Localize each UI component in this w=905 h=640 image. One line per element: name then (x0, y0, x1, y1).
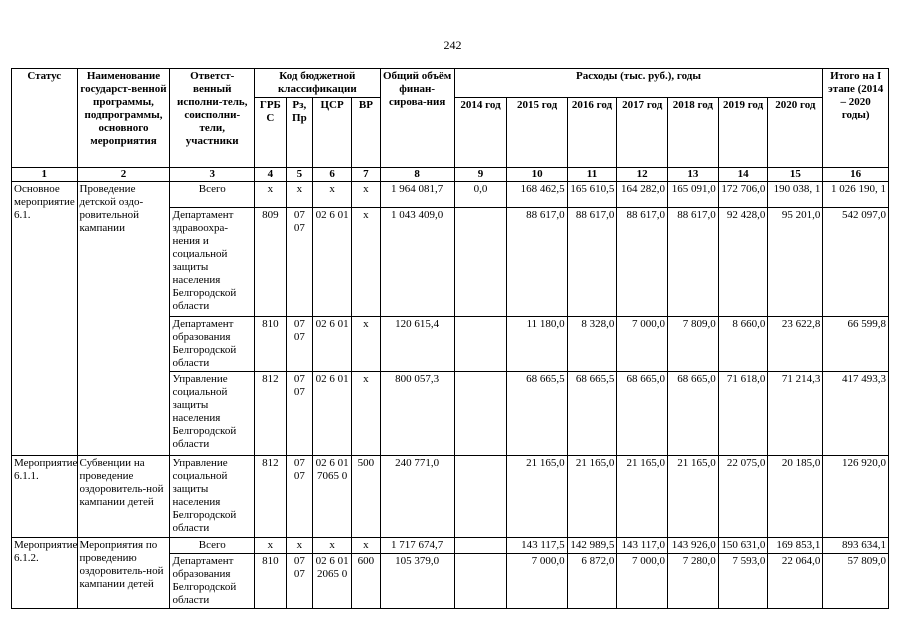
year-2015-cell: 11 180,0 (507, 316, 567, 371)
year-2015-cell: 88 617,0 (507, 207, 567, 316)
program-cell: Мероприятия по проведению оздоровитель-ной кампании детей (77, 537, 170, 608)
csr-cell: 02 6 01 (313, 316, 352, 371)
grbs-cell: 812 (254, 455, 286, 537)
table-row (12, 181, 889, 207)
year-2017-cell: 7 000,0 (617, 316, 668, 371)
year-2020-cell: 20 185,0 (768, 455, 823, 537)
status-cell: Мероприятие 6.1.1. (12, 455, 78, 537)
stage-total-cell: 542 097,0 (823, 207, 889, 316)
executor-cell: Всего (170, 181, 255, 207)
year-2017-cell: 7 000,0 (617, 553, 668, 608)
stage-total-cell: 417 493,3 (823, 371, 889, 455)
stage-total-cell: 1 026 190, 1 (823, 181, 889, 207)
year-2014-cell (454, 207, 507, 316)
year-2019-cell: 7 593,0 (718, 553, 768, 608)
column-number: 6 (313, 167, 352, 181)
vr-cell: х (352, 371, 381, 455)
year-2020-cell: 190 038, 1 (768, 181, 823, 207)
grbs-cell: х (254, 537, 286, 553)
column-number: 3 (170, 167, 255, 181)
header-status: Статус (12, 69, 78, 168)
header-year-2015: 2015 год (507, 97, 567, 167)
year-2018-cell: 143 926,0 (668, 537, 719, 553)
year-2015-cell: 168 462,5 (507, 181, 567, 207)
year-2017-cell: 164 282,0 (617, 181, 668, 207)
table-row (12, 537, 889, 553)
column-number: 9 (454, 167, 507, 181)
header-vr: ВР (352, 97, 381, 167)
total-cell: 120 615,4 (380, 316, 454, 371)
year-2017-cell: 143 117,0 (617, 537, 668, 553)
header-year-2020: 2020 год (768, 97, 823, 167)
year-2014-cell: 0,0 (454, 181, 507, 207)
year-2014-cell (454, 316, 507, 371)
year-2014-cell (454, 537, 507, 553)
year-2020-cell: 95 201,0 (768, 207, 823, 316)
year-2015-cell: 21 165,0 (507, 455, 567, 537)
rzpr-cell: 07 07 (286, 553, 312, 608)
stage-total-cell: 66 599,8 (823, 316, 889, 371)
stage-total-cell: 126 920,0 (823, 455, 889, 537)
column-number: 5 (286, 167, 312, 181)
year-2014-cell (454, 553, 507, 608)
year-2020-cell: 71 214,3 (768, 371, 823, 455)
total-cell: 240 771,0 (380, 455, 454, 537)
year-2015-cell: 143 117,5 (507, 537, 567, 553)
vr-cell: х (352, 316, 381, 371)
budget-table (11, 68, 889, 609)
year-2019-cell: 172 706,0 (718, 181, 768, 207)
status-cell: Основное мероприятие 6.1. (12, 181, 78, 455)
column-number: 12 (617, 167, 668, 181)
stage-total-cell: 57 809,0 (823, 553, 889, 608)
grbs-cell: 810 (254, 553, 286, 608)
year-2017-cell: 21 165,0 (617, 455, 668, 537)
year-2018-cell: 21 165,0 (668, 455, 719, 537)
total-cell: 1 964 081,7 (380, 181, 454, 207)
program-cell: Проведение детской оздо-ровительной кампании (77, 181, 170, 455)
vr-cell: х (352, 181, 381, 207)
column-number: 8 (380, 167, 454, 181)
column-number: 2 (77, 167, 170, 181)
year-2018-cell: 7 280,0 (668, 553, 719, 608)
csr-cell: х (313, 537, 352, 553)
vr-cell: х (352, 537, 381, 553)
header-year-2017: 2017 год (617, 97, 668, 167)
column-number: 1 (12, 167, 78, 181)
vr-cell: 500 (352, 455, 381, 537)
csr-cell: х (313, 181, 352, 207)
header-budget-code: Код бюджетной классификации (254, 69, 380, 98)
rzpr-cell: х (286, 181, 312, 207)
year-2016-cell: 68 665,5 (567, 371, 617, 455)
executor-cell: Департамент здравоохра-нения и социальной защиты населения Белгородской области (170, 207, 255, 316)
year-2017-cell: 88 617,0 (617, 207, 668, 316)
csr-cell: 02 6 01 7065 0 (313, 455, 352, 537)
grbs-cell: 809 (254, 207, 286, 316)
column-number: 13 (668, 167, 719, 181)
year-2018-cell: 68 665,0 (668, 371, 719, 455)
rzpr-cell: 07 07 (286, 207, 312, 316)
year-2016-cell: 21 165,0 (567, 455, 617, 537)
year-2019-cell: 71 618,0 (718, 371, 768, 455)
rzpr-cell: 07 07 (286, 371, 312, 455)
header-grbs: ГРБ С (254, 97, 286, 167)
year-2016-cell: 165 610,5 (567, 181, 617, 207)
year-2016-cell: 6 872,0 (567, 553, 617, 608)
header-total-volume: Общий объём финан-сирова-ния (380, 69, 454, 168)
column-number-row (12, 167, 889, 181)
year-2014-cell (454, 371, 507, 455)
status-cell: Мероприятие 6.1.2. (12, 537, 78, 608)
header-year-2019: 2019 год (718, 97, 768, 167)
year-2016-cell: 142 989,5 (567, 537, 617, 553)
header-csr: ЦСР (313, 97, 352, 167)
executor-cell: Управление социальной защиты населения Белгородской области (170, 371, 255, 455)
grbs-cell: 812 (254, 371, 286, 455)
year-2018-cell: 165 091,0 (668, 181, 719, 207)
year-2019-cell: 150 631,0 (718, 537, 768, 553)
total-cell: 800 057,3 (380, 371, 454, 455)
header-rzpr: Рз, Пр (286, 97, 312, 167)
column-number: 11 (567, 167, 617, 181)
year-2020-cell: 23 622,8 (768, 316, 823, 371)
program-cell: Субвенции на проведение оздоровитель-ной кампании детей (77, 455, 170, 537)
year-2016-cell: 88 617,0 (567, 207, 617, 316)
year-2018-cell: 88 617,0 (668, 207, 719, 316)
year-2019-cell: 8 660,0 (718, 316, 768, 371)
csr-cell: 02 6 01 (313, 371, 352, 455)
executor-cell: Всего (170, 537, 255, 553)
year-2015-cell: 7 000,0 (507, 553, 567, 608)
header-executor: Ответст-венный исполни-тель, соисполни-тели, участники (170, 69, 255, 168)
total-cell: 1 717 674,7 (380, 537, 454, 553)
column-number: 16 (823, 167, 889, 181)
header-expenses: Расходы (тыс. руб.), годы (454, 69, 823, 98)
total-cell: 1 043 409,0 (380, 207, 454, 316)
column-number: 10 (507, 167, 567, 181)
rzpr-cell: 07 07 (286, 455, 312, 537)
rzpr-cell: х (286, 537, 312, 553)
grbs-cell: х (254, 181, 286, 207)
executor-cell: Департамент образования Белгородской области (170, 316, 255, 371)
executor-cell: Департамент образования Белгородской области (170, 553, 255, 608)
column-number: 7 (352, 167, 381, 181)
year-2019-cell: 22 075,0 (718, 455, 768, 537)
csr-cell: 02 6 01 (313, 207, 352, 316)
year-2017-cell: 68 665,0 (617, 371, 668, 455)
vr-cell: х (352, 207, 381, 316)
year-2020-cell: 22 064,0 (768, 553, 823, 608)
header-year-2018: 2018 год (668, 97, 719, 167)
rzpr-cell: 07 07 (286, 316, 312, 371)
header-year-2014: 2014 год (454, 97, 507, 167)
total-cell: 105 379,0 (380, 553, 454, 608)
vr-cell: 600 (352, 553, 381, 608)
page-number: 242 (443, 38, 462, 52)
grbs-cell: 810 (254, 316, 286, 371)
year-2019-cell: 92 428,0 (718, 207, 768, 316)
column-number: 4 (254, 167, 286, 181)
column-number: 14 (718, 167, 768, 181)
year-2020-cell: 169 853,1 (768, 537, 823, 553)
year-2014-cell (454, 455, 507, 537)
header-stage-total: Итого на I этапе (2014 – 2020 годы) (823, 69, 889, 168)
csr-cell: 02 6 01 2065 0 (313, 553, 352, 608)
column-number: 15 (768, 167, 823, 181)
stage-total-cell: 893 634,1 (823, 537, 889, 553)
year-2018-cell: 7 809,0 (668, 316, 719, 371)
header-program: Наименование государст-венной программы, подпрограммы, основного мероприятия (77, 69, 170, 168)
year-2015-cell: 68 665,5 (507, 371, 567, 455)
year-2016-cell: 8 328,0 (567, 316, 617, 371)
table-row (12, 455, 889, 537)
executor-cell: Управление социальной защиты населения Белгородской области (170, 455, 255, 537)
header-year-2016: 2016 год (567, 97, 617, 167)
